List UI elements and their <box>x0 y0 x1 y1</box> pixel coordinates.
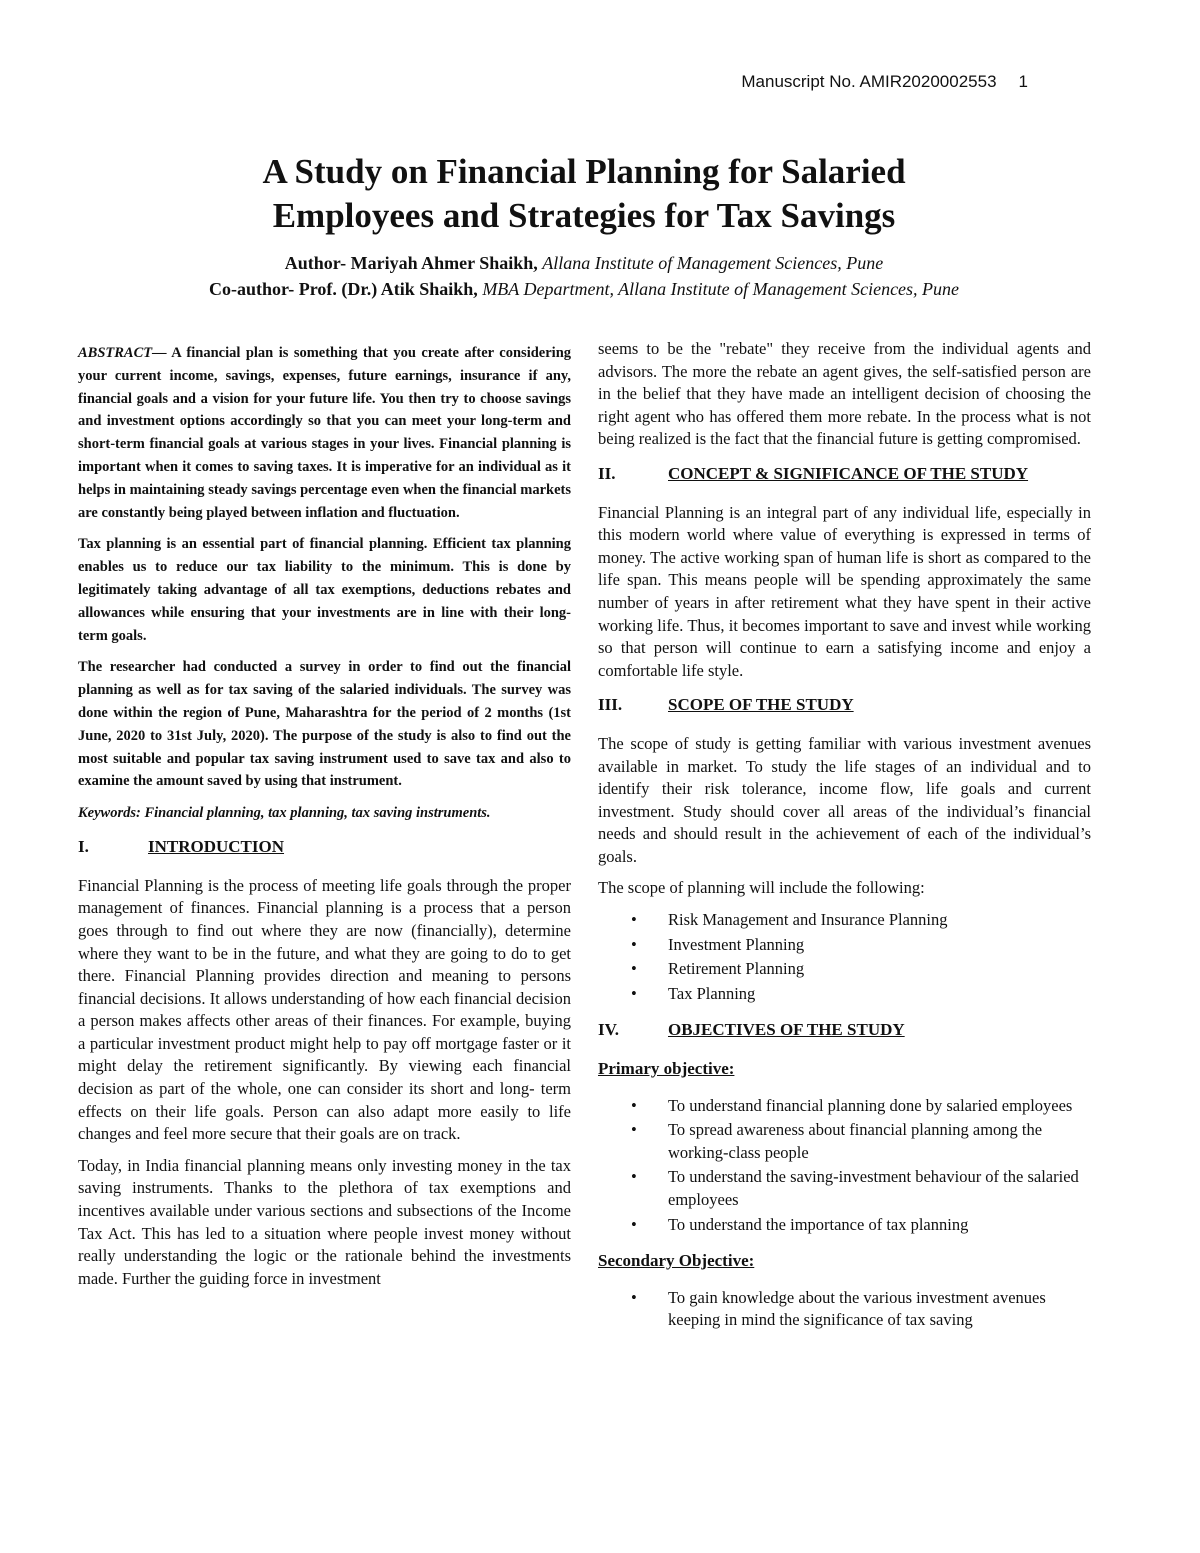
page-number: 1 <box>1018 72 1028 91</box>
concept-paragraph: Financial Planning is an integral part of any individual life, especially in this modern world where value of everything is expressed in terms of money. The active working span of human life is short as compared to the life span. This means people will be spending approximately the same number of years in after retirement what they have spent in their active working life. Thus, it becomes important to save and invest while working so that person will continue to earn a satisfying income and enjoy a comfortable life style. <box>598 502 1091 680</box>
coauthor-name: Co-author- Prof. (Dr.) Atik Shaikh, <box>208 279 478 299</box>
section-heading-introduction: I. INTRODUCTION <box>78 837 285 857</box>
secondary-objective-heading: Secondary Objective: <box>598 1251 755 1271</box>
intro-paragraph-1: Financial Planning is the process of meeting life goals through the proper management of finances. Financial planning is a process that a person goes through to find out where they are now (financially), determine where they want to be in the future, and what they are going to do to get there. Financial Planning provides direction and meaning to persons financial decisions. It allows understanding of how each financial decision a person makes affects other areas of their finances. For example, buying a particular investment product might help to pay off mortgage faster or it might delay the retirement significantly. By viewing each financial decision as part of the whole, one can consider its short and long- term effects on their life goals. Person can also adapt more easily to life changes and feel more secure that their goals are on track. <box>78 875 571 1144</box>
primary-objective-heading: Primary objective: <box>598 1059 735 1079</box>
section-heading-concept: II. CONCEPT & SIGNIFICANCE OF THE STUDY <box>598 463 1029 483</box>
list-item: • To understand the importance of tax planning <box>598 1214 1091 1237</box>
manuscript-number: Manuscript No. AMIR2020002553 <box>741 72 997 91</box>
keywords: Keywords: Financial planning, tax planning, tax saving instruments. <box>78 805 491 822</box>
intro-paragraph-3: seems to be the "rebate" they receive from the individual agents and advisors. The more the rebate an agent gives, the self-satisfied person are in the belief that they have made an intelligent decision of choosing the right agent who has offered them more rebate. In the process what is not being realized is the fact that the financial future is getting compromised. <box>598 339 1091 449</box>
list-item: • To gain knowledge about the various investment avenues keeping in mind the significance of tax saving <box>598 1287 1091 1332</box>
abstract-paragraph-1: ABSTRACT— A financial plan is something that you create after considering your current income, savings, expenses, future earnings, insurance if any, financial goals and a vision for your future life. You then try to choose savings and investment options accordingly so that you can meet your long-term and short-term financial goals at various stages in your lives. Financial planning is important when it comes to saving taxes. It is imperative for an individual as it helps in maintaining steady savings percentage even when the financial markets are constantly being played between inflation and fluctuation. <box>78 345 572 521</box>
abstract-paragraph-2: Tax planning is an essential part of financial planning. Efficient tax planning enables us to reduce our tax liability to the minimum. This is done by legitimately taking advantage of all tax exemptions, deductions rebates and allowances while ensuring that your investments are in line with their long-term goals. <box>78 536 571 644</box>
title-line-2: Employees and Strategies for Tax Savings <box>272 196 896 235</box>
author-affiliation: Allana Institute of Management Sciences, Pune <box>542 253 884 273</box>
list-item: • Investment Planning <box>598 934 1091 957</box>
author-name: Author- Mariyah Ahmer Shaikh, <box>284 253 538 273</box>
secondary-objective-list <box>598 1287 1091 1332</box>
title-line-1: A Study on Financial Planning for Salaried <box>262 152 906 191</box>
intro-paragraph-2: Today, in India financial planning means only investing money in the tax saving instruments. Thanks to the plethora of tax exemptions and incentives available under various sections and subsections of the Income Tax Act. This has led to a situation where people invest money without really understanding the logic or the rationale behind the investments made. Further the guiding force in investment <box>78 1155 571 1288</box>
list-item: • Tax Planning <box>598 983 1091 1006</box>
abstract-paragraph-3: The researcher had conducted a survey in order to find out the financial planning as well as for tax saving of the salaried individuals. The survey was done within the region of Pune, Maharashtra for the period of 2 months (1st June, 2020 to 31st July, 2020). The purpose of the study is also to find out the most suitable and popular tax saving instrument used to save tax and also to examine the amount saved by using that instrument. <box>78 659 571 790</box>
scope-paragraph-2: The scope of planning will include the following: <box>598 878 925 898</box>
left-column <box>78 342 571 1299</box>
list-item: • Retirement Planning <box>598 958 1091 981</box>
section-heading-objectives: IV. OBJECTIVES OF THE STUDY <box>598 1020 905 1040</box>
list-item: • Risk Management and Insurance Planning <box>598 909 1091 932</box>
coauthor-affiliation: MBA Department, Allana Institute of Management Sciences, Pune <box>482 279 960 299</box>
section-heading-scope: III. SCOPE OF THE STUDY <box>598 695 854 715</box>
list-item: • To spread awareness about financial planning among the working-class people <box>598 1119 1091 1164</box>
list-item: • To understand financial planning done by salaried employees <box>598 1095 1091 1118</box>
running-header <box>741 72 1028 92</box>
author-block <box>0 250 1168 302</box>
primary-objective-list <box>598 1095 1091 1237</box>
paper-title <box>0 150 1168 238</box>
scope-paragraph-1: The scope of study is getting familiar with various investment avenues available in market. To study the life stages of an individual and to identify their risk tolerance, income flow, life goals and current investment. Study should cover all areas of the individual’s financial needs and should result in the achievement of each of the individual’s goals. <box>598 733 1091 866</box>
scope-list <box>598 909 1091 1005</box>
author-line <box>0 250 1168 276</box>
right-column <box>598 338 1091 1346</box>
list-item: • To understand the saving-investment behaviour of the salaried employees <box>598 1166 1091 1211</box>
abstract-label: ABSTRACT— <box>78 345 167 361</box>
coauthor-line <box>0 276 1168 302</box>
